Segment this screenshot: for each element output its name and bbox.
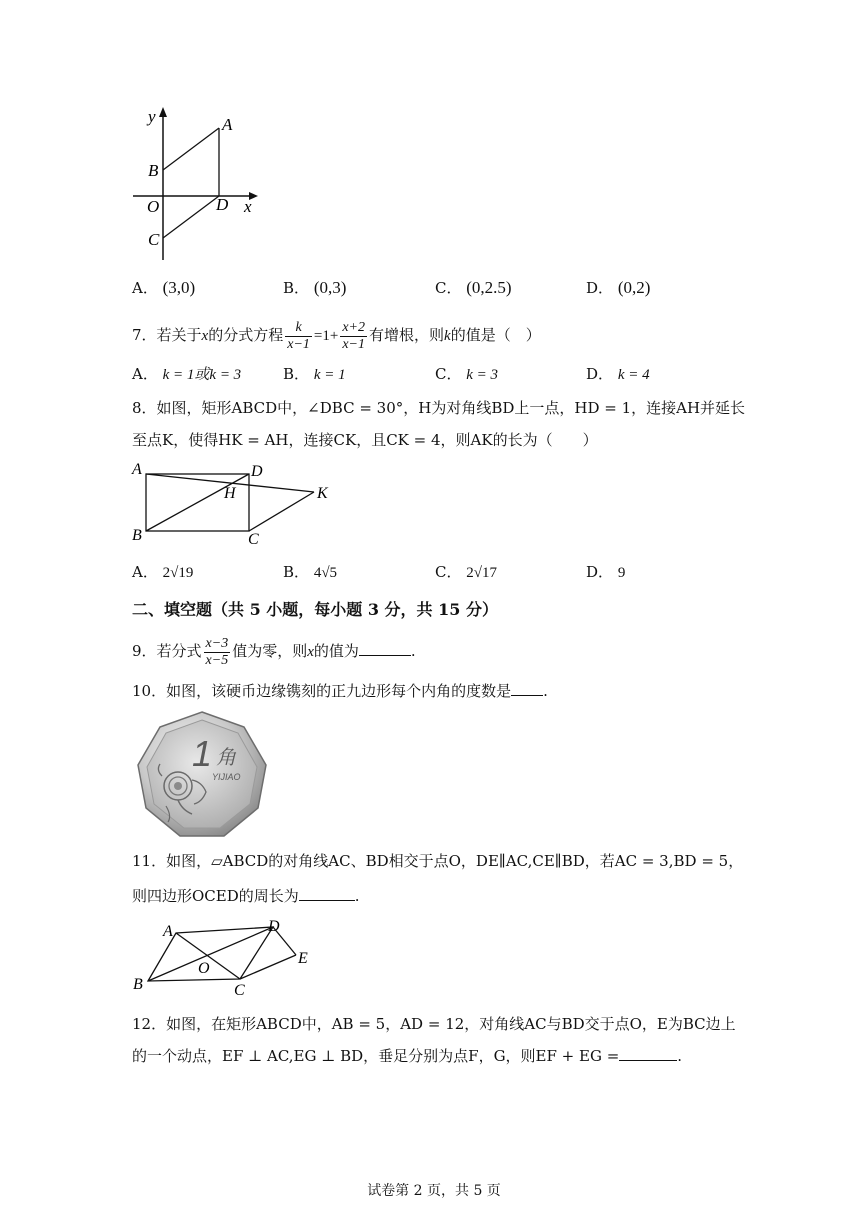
rectangle-figure — [128, 458, 338, 548]
q6-option-b: B． (0,3) — [283, 278, 347, 297]
q8-stem-line2: 至点K，使得HK = AH，连接CK，且CK = 4，则AK的长为（ ） — [132, 431, 598, 449]
fig11-label-e: E — [298, 950, 308, 967]
q8-stem-line1: 8．如图，矩形ABCD中，∠DBC = 30°，H为对角线BD上一点，HD = 1，连接AH并延长 — [132, 399, 746, 417]
fig8-label-d: D — [251, 463, 263, 480]
fig11-label-d: D — [268, 918, 280, 935]
q8-option-a: A． 2√19 — [132, 563, 194, 581]
q12-answer-blank[interactable] — [619, 1046, 677, 1061]
coin-character: 角 — [216, 745, 236, 769]
q11-stem-line2: 则四边形OCED的周长为 . — [132, 887, 360, 905]
q9-answer-blank[interactable] — [359, 641, 411, 656]
fig11-label-o: O — [198, 960, 210, 977]
coin-numeral: 1 — [192, 733, 213, 774]
point-d-label: D — [216, 195, 229, 214]
q7-stem: 7．若关于x的分式方程 $\frac{k}{x-1}$ =1+ $\frac{x+2}{x-1}$ 有增根，则k的值是（ ） — [132, 319, 541, 352]
q7-option-d: D． k = 4 — [586, 365, 650, 383]
q11-stem-line1: 11．如图，▱ABCD的对角线AC、BD相交于点O，DE∥AC,CE∥BD，若AC = 3,BD = 5， — [132, 852, 744, 870]
point-c-label: C — [148, 230, 160, 249]
parallelogram-figure — [128, 915, 328, 1000]
fig8-label-c: C — [248, 531, 259, 548]
point-a-label: A — [222, 115, 233, 134]
fig11-label-b: B — [133, 976, 143, 993]
q7-fraction-1: $\frac{k}{x-1}$ — [287, 319, 310, 352]
q7-option-b: B． k = 1 — [283, 365, 346, 383]
q10-stem: 10．如图，该硬币边缘镌刻的正九边形每个内角的度数是 . — [132, 682, 548, 700]
fig8-label-b: B — [132, 527, 142, 544]
q10-answer-blank[interactable] — [511, 681, 543, 696]
axis-x-label: x — [244, 197, 252, 216]
q11-answer-blank[interactable] — [299, 886, 355, 901]
q6-option-a: A． (3,0) — [132, 278, 196, 297]
q7-fraction-2: $\frac{x+2}{x-1}$ — [342, 319, 365, 352]
fig8-label-k: K — [317, 485, 328, 502]
coin-image — [132, 710, 272, 842]
q6-option-c: C． (0,2.5) — [435, 278, 512, 297]
q8-option-c: C． 2√17 — [435, 563, 497, 581]
origin-label: O — [147, 197, 160, 216]
fig11-label-a: A — [163, 923, 173, 940]
q8-option-b: B． 4√5 — [283, 563, 338, 581]
coordinate-figure — [128, 100, 268, 265]
fig8-label-a: A — [132, 461, 142, 478]
section-title-fill-in: 二、填空题（共 5 小题，每小题 3 分，共 15 分） — [132, 600, 498, 619]
fig8-label-h: H — [224, 485, 236, 502]
q9-stem: 9．若分式 $\frac{x-3}{x-5}$ 值为零，则x的值为 . — [132, 635, 416, 668]
point-b-label: B — [148, 161, 159, 180]
q12-stem-line2: 的一个动点，EF ⊥ AC,EG ⊥ BD，垂足分别为点F，G，则EF + EG = . — [132, 1047, 683, 1065]
q9-fraction: $\frac{x-3}{x-5}$ — [205, 635, 229, 668]
q7-option-a: A． k = 1或k = 3 — [132, 365, 242, 383]
q8-option-d: D． 9 — [586, 563, 626, 581]
q12-stem-line1: 12．如图，在矩形ABCD中，AB = 5，AD = 12，对角线AC与BD交于点O，E为BC边上 — [132, 1015, 736, 1033]
fig11-label-c: C — [234, 982, 245, 999]
page-footer: 试卷第 2 页，共 5 页 — [367, 1183, 501, 1199]
axis-y-label: y — [148, 107, 156, 126]
coin-pinyin: YIJIAO — [212, 772, 241, 782]
q6-option-d: D． (0,2) — [586, 278, 651, 297]
q7-option-c: C． k = 3 — [435, 365, 499, 383]
